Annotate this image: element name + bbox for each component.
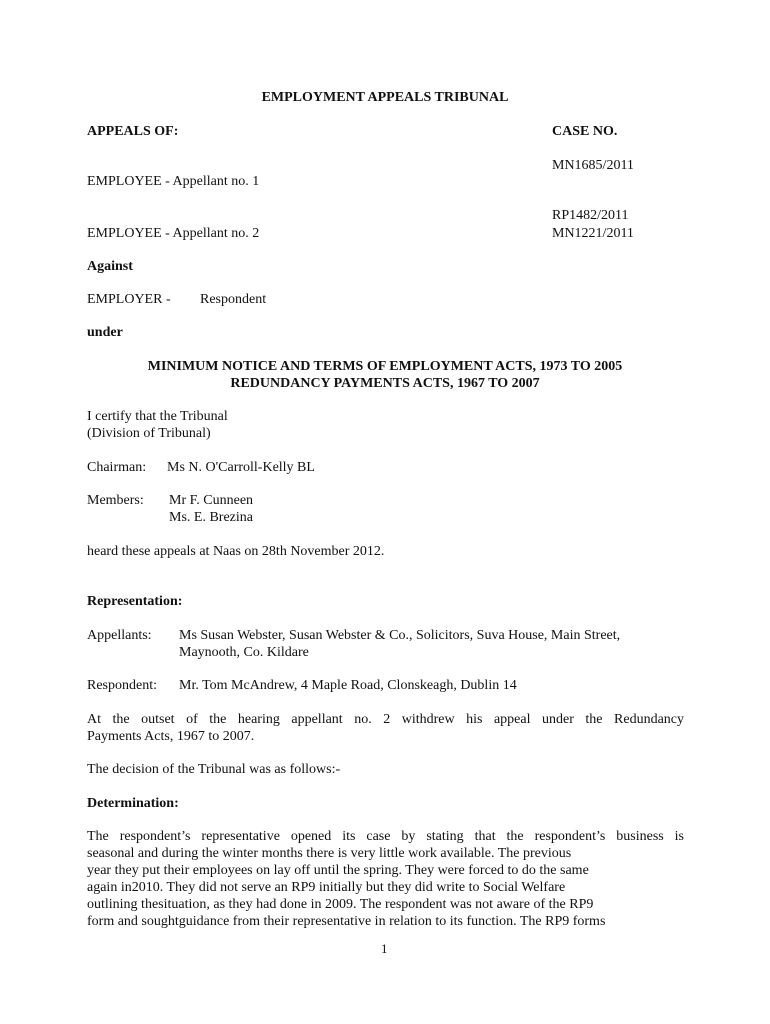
under-label: under <box>87 325 123 340</box>
body-line-2: seasonal and during the winter months there is very little work available. The previous <box>87 846 572 861</box>
body-line-6: form and soughtguidance from their representative in relation to its function. The RP9 forms <box>87 914 606 929</box>
determination-heading: Determination: <box>87 796 179 811</box>
body-line-3: year they put their employees on lay off until the spring. They were forced to do the same <box>87 863 589 878</box>
appeals-of-label: APPEALS OF: <box>87 124 179 139</box>
appellants-label: Appellants: <box>87 628 152 643</box>
decision-statement: The decision of the Tribunal was as follows:- <box>87 762 341 777</box>
against-label: Against <box>87 259 133 274</box>
body-line-1: The respondent’s representative opened its case by stating that the respondent’s business is <box>87 829 684 844</box>
certify-line-1: I certify that the Tribunal <box>87 409 228 424</box>
appellant-2: EMPLOYEE - Appellant no. 2 <box>87 226 260 241</box>
member-1: Mr F. Cunneen <box>169 493 254 508</box>
certify-line-2: (Division of Tribunal) <box>87 426 211 441</box>
body-line-5: outlining thesituation, as they had done in 2009. The respondent was not aware of the RP9 <box>87 897 594 912</box>
members-label: Members: <box>87 493 144 508</box>
respondent-role: Respondent <box>200 292 267 307</box>
employer-label: EMPLOYER - <box>87 292 171 307</box>
heard-statement: heard these appeals at Naas on 28th November 2012. <box>87 544 385 559</box>
document-title: EMPLOYMENT APPEALS TRIBUNAL <box>261 90 509 105</box>
respondent-representative: Mr. Tom McAndrew, 4 Maple Road, Clonskeagh, Dublin 14 <box>179 678 517 693</box>
case-no-label: CASE NO. <box>552 124 618 139</box>
member-2: Ms. E. Brezina <box>169 510 253 525</box>
acts-heading-2: REDUNDANCY PAYMENTS ACTS, 1967 TO 2007 <box>230 376 540 391</box>
respondent-label: Respondent: <box>87 678 157 693</box>
appellant-1: EMPLOYEE - Appellant no. 1 <box>87 174 260 189</box>
case-number-1: MN1685/2011 <box>552 158 634 173</box>
body-line-4: again in2010. They did not serve an RP9 initially but they did write to Social Welfare <box>87 880 566 895</box>
chairman-name: Ms N. O'Carroll-Kelly BL <box>167 460 315 475</box>
acts-heading-1: MINIMUM NOTICE AND TERMS OF EMPLOYMENT ACTS, 1973 TO 2005 <box>147 359 623 374</box>
case-number-2b: MN1221/2011 <box>552 226 634 241</box>
chairman-label: Chairman: <box>87 460 147 475</box>
appellants-representative-line-1: Ms Susan Webster, Susan Webster & Co., Solicitors, Suva House, Main Street, <box>179 628 621 643</box>
appellants-representative-line-2: Maynooth, Co. Kildare <box>179 645 309 660</box>
outset-line-2: Payments Acts, 1967 to 2007. <box>87 729 255 744</box>
representation-heading: Representation: <box>87 594 183 609</box>
page-number: 1 <box>381 941 388 956</box>
outset-line-1: At the outset of the hearing appellant no. 2 withdrew his appeal under the Redundancy <box>87 712 684 727</box>
case-number-2a: RP1482/2011 <box>552 208 629 223</box>
